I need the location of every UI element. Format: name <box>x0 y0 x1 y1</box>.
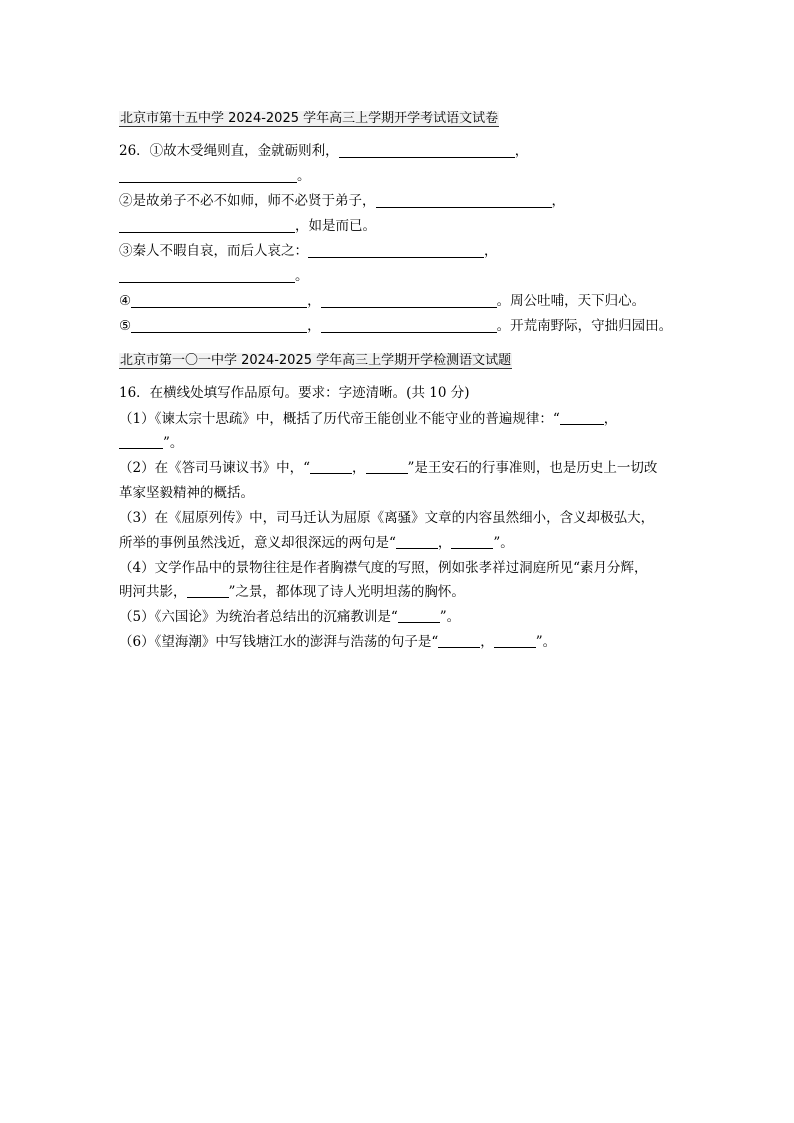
q26-line-7 <box>119 292 645 310</box>
q16-text: 所举的事例虽然浅近，意义却很深远的两句是“ <box>119 535 396 551</box>
q26-line-5 <box>119 242 498 260</box>
punctuation: ”。 <box>163 435 184 451</box>
q16-text: （2）在《答司马谏议书》中，“ <box>119 460 310 476</box>
q16-part5 <box>119 608 460 626</box>
punctuation: ”。 <box>493 535 514 551</box>
q16-part3-line1 <box>119 509 654 527</box>
q16-text: ”之景，都体现了诗人光明坦荡的胸怀。 <box>228 584 465 600</box>
q16-text: 革家坚毅精神的概括。 <box>119 485 254 501</box>
punctuation: ， <box>551 193 565 209</box>
source-title-1: 北京市第十五中学 2024-2025 学年高三上学期开学考试语文试卷 <box>120 111 499 126</box>
punctuation: 。 <box>297 168 311 184</box>
q16-text: （4）文学作品中的景物往往是作者胸襟气度的写照，例如张孝祥过洞庭所见“素月分辉， <box>119 560 648 576</box>
q16-text: （3）在《屈原列传》中，司马迁认为屈原《离骚》文章的内容虽然细小，含义却极弘大， <box>119 510 655 526</box>
punctuation: ， <box>480 634 494 650</box>
answer-blank[interactable] <box>310 460 352 474</box>
answer-blank[interactable] <box>187 584 229 598</box>
q16-text: 16．在横线处填写作品原句。要求：字迹清晰。(共 10 分) <box>119 385 470 401</box>
q26-text: 。周公吐哺，天下归心。 <box>496 293 646 309</box>
q26-text: ，如是而已。 <box>295 218 376 234</box>
punctuation: ， <box>603 411 618 427</box>
punctuation: ， <box>307 318 321 334</box>
answer-blank[interactable] <box>339 143 515 158</box>
answer-blank[interactable] <box>131 293 307 308</box>
q26-text: ③秦人不暇自哀，而后人哀之： <box>119 243 308 259</box>
source-title-2: 北京市第一〇一中学 2024-2025 学年高三上学期开学检测语文试题 <box>120 353 512 368</box>
q16-text: （5）《六国论》为统治者总结出的沉痛教训是“ <box>119 609 398 625</box>
q16-text: ”是王安石的行事准则，也是历史上一切改 <box>407 460 658 476</box>
item-number: ④ <box>119 293 132 309</box>
punctuation: ， <box>307 293 321 309</box>
answer-blank[interactable] <box>366 460 408 474</box>
q26-text: 。开荒南野际，守拙归园田。 <box>496 318 673 334</box>
q26-line-4 <box>119 217 376 235</box>
q26-text: 26．①故木受绳则直，金就砺则利， <box>119 143 339 159</box>
answer-blank[interactable] <box>131 318 307 333</box>
punctuation: ， <box>437 535 452 551</box>
q16-text: （1）《谏太宗十思疏》中，概括了历代帝王能创业不能守业的普遍规律：“ <box>119 411 560 427</box>
answer-blank[interactable] <box>321 293 497 308</box>
punctuation: ， <box>514 143 529 159</box>
q26-line-6 <box>119 267 309 285</box>
answer-blank[interactable] <box>438 634 480 648</box>
q26-text: ②是故弟子不必不如师，师不必贤于弟子， <box>119 193 376 209</box>
q16-part1-line2 <box>119 434 183 452</box>
q26-line-8 <box>119 317 672 335</box>
answer-blank[interactable] <box>119 168 297 183</box>
q26-line-1 <box>119 142 528 160</box>
q16-part4-line2 <box>119 583 465 601</box>
q16-part2-line2 <box>119 484 254 502</box>
punctuation: ”。 <box>535 634 557 650</box>
punctuation: ， <box>484 243 498 259</box>
q26-line-3 <box>119 192 565 210</box>
answer-blank[interactable] <box>398 609 440 623</box>
answer-blank[interactable] <box>560 411 604 425</box>
q26-line-2 <box>119 167 311 185</box>
q16-part3-line2 <box>119 534 514 552</box>
q16-part6 <box>119 633 556 651</box>
answer-blank[interactable] <box>308 243 484 258</box>
q16-part1-line1 <box>119 410 617 428</box>
answer-blank[interactable] <box>119 218 295 233</box>
punctuation: ， <box>352 460 366 476</box>
q16-part2-line1 <box>119 459 657 477</box>
source-heading-2 <box>119 351 512 370</box>
q16-text: （6）《望海潮》中写钱塘江水的澎湃与浩荡的句子是“ <box>119 634 439 650</box>
answer-blank[interactable] <box>119 435 163 449</box>
punctuation: ”。 <box>439 609 461 625</box>
answer-blank[interactable] <box>119 268 295 283</box>
answer-blank[interactable] <box>396 535 438 549</box>
q16-part4-line1 <box>119 559 648 577</box>
answer-blank[interactable] <box>494 634 536 648</box>
q16-text: 明河共影， <box>119 584 187 600</box>
q16-intro <box>119 384 469 402</box>
source-heading-1 <box>119 109 499 128</box>
item-number: ⑤ <box>119 318 132 334</box>
punctuation: 。 <box>295 268 309 284</box>
answer-blank[interactable] <box>321 318 497 333</box>
answer-blank[interactable] <box>451 535 493 549</box>
answer-blank[interactable] <box>376 193 552 208</box>
